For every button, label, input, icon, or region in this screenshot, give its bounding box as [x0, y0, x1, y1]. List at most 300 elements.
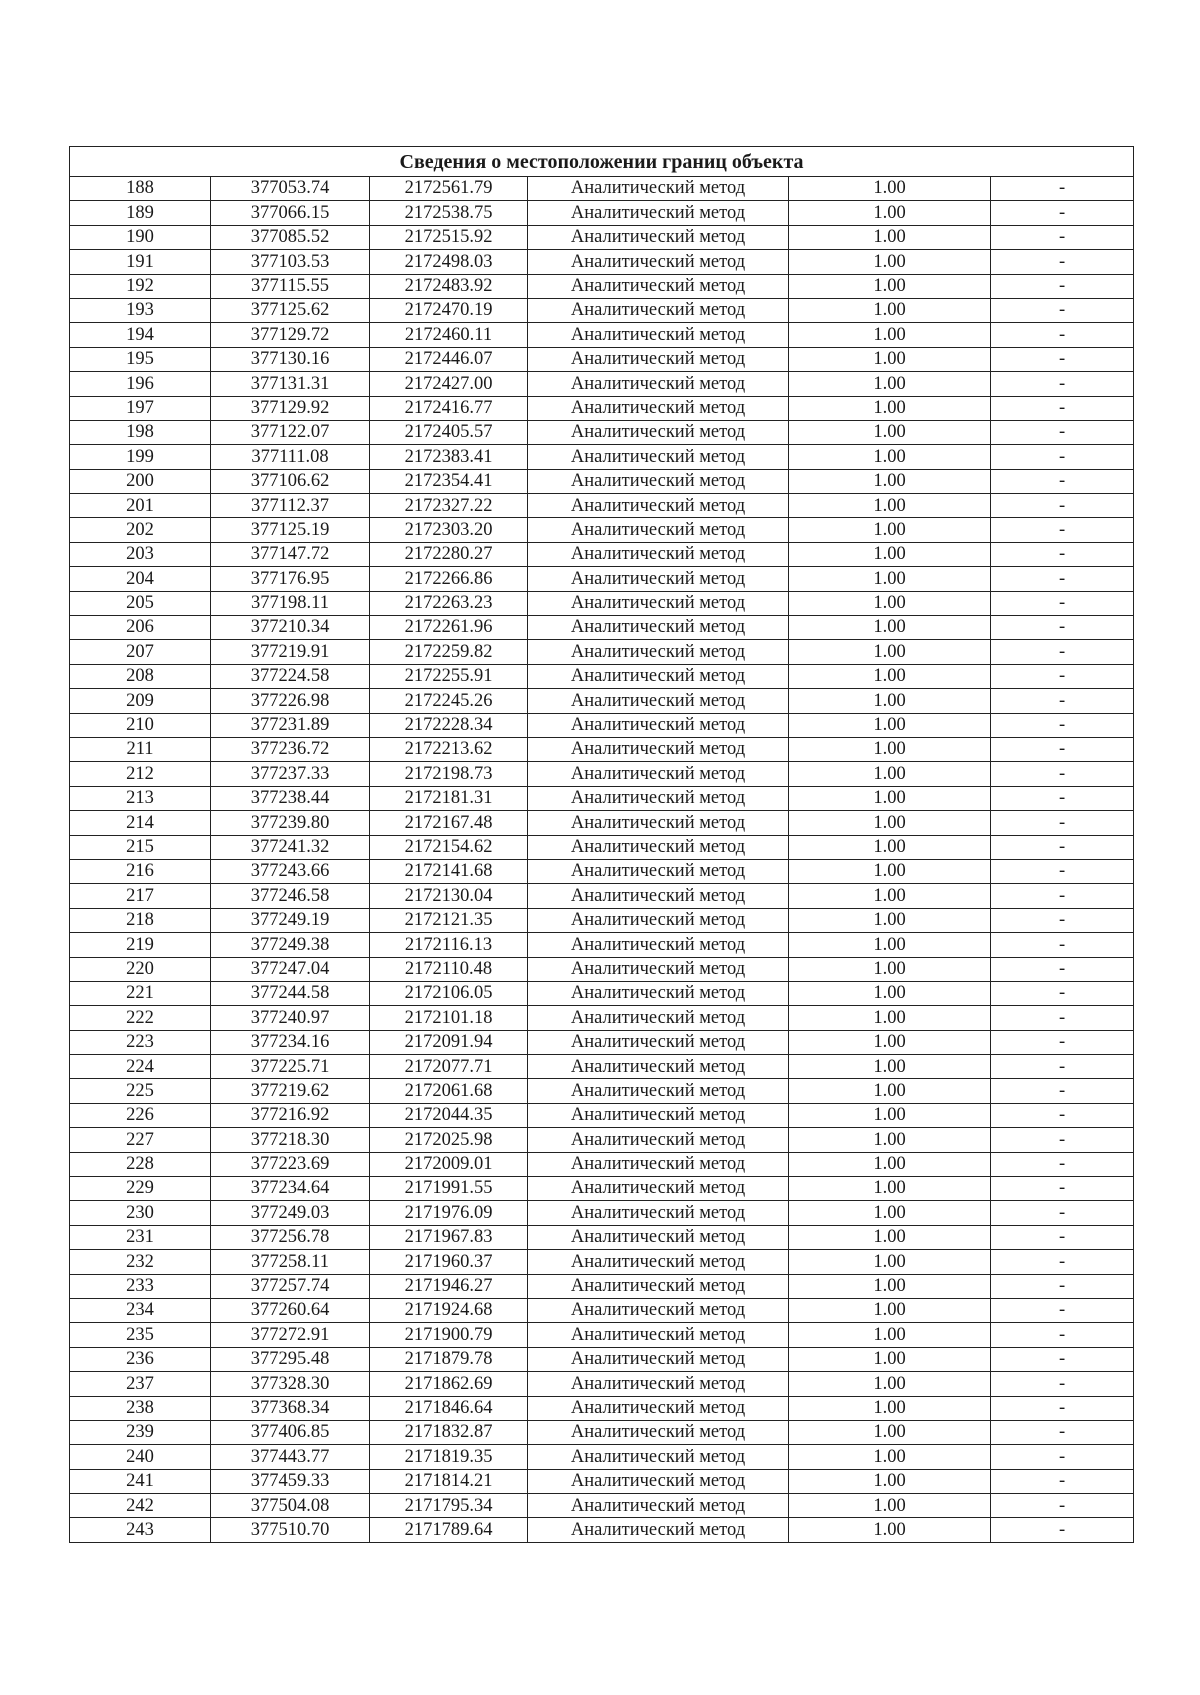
point-number-cell: 235	[70, 1323, 211, 1347]
accuracy-cell: 1.00	[789, 1055, 991, 1079]
table-row	[70, 1006, 1134, 1030]
description-cell: -	[991, 1030, 1134, 1054]
accuracy-cell: 1.00	[789, 1445, 991, 1469]
y-coordinate-cell: 2172167.48	[370, 811, 528, 835]
accuracy-cell: 1.00	[789, 616, 991, 640]
point-number-cell: 199	[70, 445, 211, 469]
point-number-cell: 242	[70, 1494, 211, 1518]
accuracy-cell: 1.00	[789, 1225, 991, 1249]
x-coordinate-cell: 377085.52	[211, 225, 370, 249]
method-cell: Аналитический метод	[528, 298, 789, 322]
y-coordinate-cell: 2172280.27	[370, 542, 528, 566]
method-cell: Аналитический метод	[528, 786, 789, 810]
description-cell: -	[991, 1323, 1134, 1347]
point-number-cell: 238	[70, 1396, 211, 1420]
x-coordinate-cell: 377256.78	[211, 1225, 370, 1249]
accuracy-cell: 1.00	[789, 1201, 991, 1225]
table-row	[70, 1225, 1134, 1249]
method-cell: Аналитический метод	[528, 616, 789, 640]
table-row	[70, 1396, 1134, 1420]
accuracy-cell: 1.00	[789, 1177, 991, 1201]
method-cell: Аналитический метод	[528, 1274, 789, 1298]
y-coordinate-cell: 2172110.48	[370, 957, 528, 981]
description-cell: -	[991, 225, 1134, 249]
y-coordinate-cell: 2172498.03	[370, 250, 528, 274]
accuracy-cell: 1.00	[789, 1420, 991, 1444]
description-cell: -	[991, 884, 1134, 908]
table-row	[70, 859, 1134, 883]
description-cell: -	[991, 1347, 1134, 1371]
accuracy-cell: 1.00	[789, 445, 991, 469]
point-number-cell: 215	[70, 835, 211, 859]
x-coordinate-cell: 377129.72	[211, 323, 370, 347]
description-cell: -	[991, 494, 1134, 518]
point-number-cell: 243	[70, 1518, 211, 1542]
method-cell: Аналитический метод	[528, 494, 789, 518]
table-title: Сведения о местоположении границ объекта	[70, 147, 1134, 177]
table-row	[70, 372, 1134, 396]
x-coordinate-cell: 377129.92	[211, 396, 370, 420]
table-row	[70, 811, 1134, 835]
x-coordinate-cell: 377249.19	[211, 908, 370, 932]
description-cell: -	[991, 323, 1134, 347]
x-coordinate-cell: 377131.31	[211, 372, 370, 396]
accuracy-cell: 1.00	[789, 591, 991, 615]
accuracy-cell: 1.00	[789, 469, 991, 493]
method-cell: Аналитический метод	[528, 1225, 789, 1249]
accuracy-cell: 1.00	[789, 835, 991, 859]
accuracy-cell: 1.00	[789, 1030, 991, 1054]
table-row	[70, 1372, 1134, 1396]
method-cell: Аналитический метод	[528, 859, 789, 883]
method-cell: Аналитический метод	[528, 1396, 789, 1420]
table-row	[70, 884, 1134, 908]
y-coordinate-cell: 2172303.20	[370, 518, 528, 542]
table-row	[70, 1274, 1134, 1298]
accuracy-cell: 1.00	[789, 1494, 991, 1518]
method-cell: Аналитический метод	[528, 737, 789, 761]
accuracy-cell: 1.00	[789, 1372, 991, 1396]
point-number-cell: 236	[70, 1347, 211, 1371]
description-cell: -	[991, 640, 1134, 664]
description-cell: -	[991, 372, 1134, 396]
table-row	[70, 737, 1134, 761]
x-coordinate-cell: 377176.95	[211, 567, 370, 591]
y-coordinate-cell: 2172405.57	[370, 420, 528, 444]
table-row	[70, 762, 1134, 786]
method-cell: Аналитический метод	[528, 933, 789, 957]
description-cell: -	[991, 835, 1134, 859]
accuracy-cell: 1.00	[789, 1518, 991, 1542]
method-cell: Аналитический метод	[528, 518, 789, 542]
x-coordinate-cell: 377241.32	[211, 835, 370, 859]
method-cell: Аналитический метод	[528, 1347, 789, 1371]
method-cell: Аналитический метод	[528, 1250, 789, 1274]
point-number-cell: 221	[70, 981, 211, 1005]
description-cell: -	[991, 664, 1134, 688]
description-cell: -	[991, 786, 1134, 810]
accuracy-cell: 1.00	[789, 1128, 991, 1152]
description-cell: -	[991, 1006, 1134, 1030]
x-coordinate-cell: 377443.77	[211, 1445, 370, 1469]
table-row	[70, 981, 1134, 1005]
accuracy-cell: 1.00	[789, 811, 991, 835]
table-row	[70, 1177, 1134, 1201]
point-number-cell: 195	[70, 347, 211, 371]
x-coordinate-cell: 377246.58	[211, 884, 370, 908]
method-cell: Аналитический метод	[528, 811, 789, 835]
y-coordinate-cell: 2172446.07	[370, 347, 528, 371]
table-row	[70, 1469, 1134, 1493]
y-coordinate-cell: 2171991.55	[370, 1177, 528, 1201]
table-row	[70, 1298, 1134, 1322]
y-coordinate-cell: 2172561.79	[370, 177, 528, 201]
point-number-cell: 241	[70, 1469, 211, 1493]
y-coordinate-cell: 2172101.18	[370, 1006, 528, 1030]
y-coordinate-cell: 2172044.35	[370, 1103, 528, 1127]
accuracy-cell: 1.00	[789, 274, 991, 298]
table-row	[70, 1494, 1134, 1518]
description-cell: -	[991, 1225, 1134, 1249]
accuracy-cell: 1.00	[789, 859, 991, 883]
point-number-cell: 232	[70, 1250, 211, 1274]
x-coordinate-cell: 377260.64	[211, 1298, 370, 1322]
y-coordinate-cell: 2172460.11	[370, 323, 528, 347]
description-cell: -	[991, 1128, 1134, 1152]
point-number-cell: 216	[70, 859, 211, 883]
table-row	[70, 1347, 1134, 1371]
x-coordinate-cell: 377249.03	[211, 1201, 370, 1225]
method-cell: Аналитический метод	[528, 1420, 789, 1444]
point-number-cell: 197	[70, 396, 211, 420]
description-cell: -	[991, 420, 1134, 444]
y-coordinate-cell: 2171789.64	[370, 1518, 528, 1542]
x-coordinate-cell: 377510.70	[211, 1518, 370, 1542]
point-number-cell: 240	[70, 1445, 211, 1469]
x-coordinate-cell: 377210.34	[211, 616, 370, 640]
point-number-cell: 205	[70, 591, 211, 615]
y-coordinate-cell: 2172106.05	[370, 981, 528, 1005]
y-coordinate-cell: 2171946.27	[370, 1274, 528, 1298]
method-cell: Аналитический метод	[528, 542, 789, 566]
y-coordinate-cell: 2172025.98	[370, 1128, 528, 1152]
table-row	[70, 957, 1134, 981]
x-coordinate-cell: 377224.58	[211, 664, 370, 688]
description-cell: -	[991, 859, 1134, 883]
description-cell: -	[991, 567, 1134, 591]
accuracy-cell: 1.00	[789, 542, 991, 566]
accuracy-cell: 1.00	[789, 177, 991, 201]
point-number-cell: 223	[70, 1030, 211, 1054]
x-coordinate-cell: 377238.44	[211, 786, 370, 810]
table-row	[70, 518, 1134, 542]
method-cell: Аналитический метод	[528, 957, 789, 981]
table-row	[70, 664, 1134, 688]
y-coordinate-cell: 2171960.37	[370, 1250, 528, 1274]
y-coordinate-cell: 2172181.31	[370, 786, 528, 810]
table-row	[70, 1128, 1134, 1152]
accuracy-cell: 1.00	[789, 347, 991, 371]
x-coordinate-cell: 377219.62	[211, 1079, 370, 1103]
y-coordinate-cell: 2171976.09	[370, 1201, 528, 1225]
table-row	[70, 225, 1134, 249]
description-cell: -	[991, 542, 1134, 566]
method-cell: Аналитический метод	[528, 1518, 789, 1542]
y-coordinate-cell: 2172213.62	[370, 737, 528, 761]
x-coordinate-cell: 377257.74	[211, 1274, 370, 1298]
point-number-cell: 188	[70, 177, 211, 201]
method-cell: Аналитический метод	[528, 1103, 789, 1127]
y-coordinate-cell: 2172228.34	[370, 713, 528, 737]
x-coordinate-cell: 377237.33	[211, 762, 370, 786]
table-row	[70, 469, 1134, 493]
x-coordinate-cell: 377147.72	[211, 542, 370, 566]
method-cell: Аналитический метод	[528, 981, 789, 1005]
y-coordinate-cell: 2172470.19	[370, 298, 528, 322]
x-coordinate-cell: 377115.55	[211, 274, 370, 298]
description-cell: -	[991, 616, 1134, 640]
accuracy-cell: 1.00	[789, 1347, 991, 1371]
x-coordinate-cell: 377125.62	[211, 298, 370, 322]
y-coordinate-cell: 2172354.41	[370, 469, 528, 493]
accuracy-cell: 1.00	[789, 713, 991, 737]
method-cell: Аналитический метод	[528, 1494, 789, 1518]
point-number-cell: 224	[70, 1055, 211, 1079]
table-row	[70, 1103, 1134, 1127]
table-row	[70, 1201, 1134, 1225]
x-coordinate-cell: 377103.53	[211, 250, 370, 274]
point-number-cell: 192	[70, 274, 211, 298]
accuracy-cell: 1.00	[789, 884, 991, 908]
description-cell: -	[991, 177, 1134, 201]
method-cell: Аналитический метод	[528, 177, 789, 201]
table-row	[70, 298, 1134, 322]
table-row	[70, 567, 1134, 591]
point-number-cell: 209	[70, 689, 211, 713]
y-coordinate-cell: 2171879.78	[370, 1347, 528, 1371]
method-cell: Аналитический метод	[528, 420, 789, 444]
method-cell: Аналитический метод	[528, 1298, 789, 1322]
accuracy-cell: 1.00	[789, 1396, 991, 1420]
description-cell: -	[991, 1445, 1134, 1469]
point-number-cell: 212	[70, 762, 211, 786]
x-coordinate-cell: 377328.30	[211, 1372, 370, 1396]
accuracy-cell: 1.00	[789, 908, 991, 932]
table-row	[70, 786, 1134, 810]
y-coordinate-cell: 2172009.01	[370, 1152, 528, 1176]
y-coordinate-cell: 2172538.75	[370, 201, 528, 225]
y-coordinate-cell: 2172141.68	[370, 859, 528, 883]
accuracy-cell: 1.00	[789, 1103, 991, 1127]
point-number-cell: 231	[70, 1225, 211, 1249]
x-coordinate-cell: 377240.97	[211, 1006, 370, 1030]
accuracy-cell: 1.00	[789, 957, 991, 981]
description-cell: -	[991, 713, 1134, 737]
accuracy-cell: 1.00	[789, 737, 991, 761]
accuracy-cell: 1.00	[789, 762, 991, 786]
x-coordinate-cell: 377216.92	[211, 1103, 370, 1127]
description-cell: -	[991, 1103, 1134, 1127]
y-coordinate-cell: 2172261.96	[370, 616, 528, 640]
x-coordinate-cell: 377106.62	[211, 469, 370, 493]
y-coordinate-cell: 2172130.04	[370, 884, 528, 908]
point-number-cell: 218	[70, 908, 211, 932]
method-cell: Аналитический метод	[528, 664, 789, 688]
x-coordinate-cell: 377111.08	[211, 445, 370, 469]
point-number-cell: 193	[70, 298, 211, 322]
accuracy-cell: 1.00	[789, 323, 991, 347]
method-cell: Аналитический метод	[528, 1445, 789, 1469]
description-cell: -	[991, 1177, 1134, 1201]
method-cell: Аналитический метод	[528, 640, 789, 664]
x-coordinate-cell: 377236.72	[211, 737, 370, 761]
method-cell: Аналитический метод	[528, 591, 789, 615]
x-coordinate-cell: 377225.71	[211, 1055, 370, 1079]
accuracy-cell: 1.00	[789, 981, 991, 1005]
description-cell: -	[991, 737, 1134, 761]
accuracy-cell: 1.00	[789, 689, 991, 713]
x-coordinate-cell: 377295.48	[211, 1347, 370, 1371]
x-coordinate-cell: 377406.85	[211, 1420, 370, 1444]
accuracy-cell: 1.00	[789, 1006, 991, 1030]
point-number-cell: 190	[70, 225, 211, 249]
y-coordinate-cell: 2172091.94	[370, 1030, 528, 1054]
point-number-cell: 198	[70, 420, 211, 444]
point-number-cell: 239	[70, 1420, 211, 1444]
x-coordinate-cell: 377249.38	[211, 933, 370, 957]
y-coordinate-cell: 2172154.62	[370, 835, 528, 859]
y-coordinate-cell: 2171967.83	[370, 1225, 528, 1249]
method-cell: Аналитический метод	[528, 689, 789, 713]
description-cell: -	[991, 1494, 1134, 1518]
x-coordinate-cell: 377122.07	[211, 420, 370, 444]
x-coordinate-cell: 377272.91	[211, 1323, 370, 1347]
y-coordinate-cell: 2172416.77	[370, 396, 528, 420]
description-cell: -	[991, 1396, 1134, 1420]
description-cell: -	[991, 762, 1134, 786]
x-coordinate-cell: 377125.19	[211, 518, 370, 542]
accuracy-cell: 1.00	[789, 1469, 991, 1493]
table-row	[70, 1250, 1134, 1274]
description-cell: -	[991, 981, 1134, 1005]
method-cell: Аналитический метод	[528, 567, 789, 591]
y-coordinate-cell: 2172515.92	[370, 225, 528, 249]
accuracy-cell: 1.00	[789, 396, 991, 420]
method-cell: Аналитический метод	[528, 347, 789, 371]
method-cell: Аналитический метод	[528, 1152, 789, 1176]
method-cell: Аналитический метод	[528, 762, 789, 786]
table-row	[70, 201, 1134, 225]
accuracy-cell: 1.00	[789, 1274, 991, 1298]
accuracy-cell: 1.00	[789, 933, 991, 957]
table-row	[70, 640, 1134, 664]
point-number-cell: 217	[70, 884, 211, 908]
boundary-coordinates-table	[69, 146, 1134, 1543]
accuracy-cell: 1.00	[789, 1250, 991, 1274]
point-number-cell: 189	[70, 201, 211, 225]
y-coordinate-cell: 2172121.35	[370, 908, 528, 932]
point-number-cell: 230	[70, 1201, 211, 1225]
table-row	[70, 420, 1134, 444]
description-cell: -	[991, 347, 1134, 371]
table-body	[70, 177, 1134, 1543]
table-row	[70, 1055, 1134, 1079]
description-cell: -	[991, 811, 1134, 835]
y-coordinate-cell: 2172077.71	[370, 1055, 528, 1079]
y-coordinate-cell: 2172263.23	[370, 591, 528, 615]
accuracy-cell: 1.00	[789, 1079, 991, 1103]
point-number-cell: 203	[70, 542, 211, 566]
y-coordinate-cell: 2171862.69	[370, 1372, 528, 1396]
point-number-cell: 237	[70, 1372, 211, 1396]
accuracy-cell: 1.00	[789, 225, 991, 249]
description-cell: -	[991, 1201, 1134, 1225]
method-cell: Аналитический метод	[528, 274, 789, 298]
table-row	[70, 616, 1134, 640]
table-row	[70, 1152, 1134, 1176]
table-row	[70, 713, 1134, 737]
description-cell: -	[991, 1152, 1134, 1176]
accuracy-cell: 1.00	[789, 494, 991, 518]
method-cell: Аналитический метод	[528, 1372, 789, 1396]
point-number-cell: 227	[70, 1128, 211, 1152]
x-coordinate-cell: 377226.98	[211, 689, 370, 713]
method-cell: Аналитический метод	[528, 225, 789, 249]
description-cell: -	[991, 250, 1134, 274]
y-coordinate-cell: 2172255.91	[370, 664, 528, 688]
y-coordinate-cell: 2172245.26	[370, 689, 528, 713]
description-cell: -	[991, 469, 1134, 493]
x-coordinate-cell: 377247.04	[211, 957, 370, 981]
method-cell: Аналитический метод	[528, 396, 789, 420]
point-number-cell: 220	[70, 957, 211, 981]
x-coordinate-cell: 377244.58	[211, 981, 370, 1005]
point-number-cell: 211	[70, 737, 211, 761]
description-cell: -	[991, 201, 1134, 225]
method-cell: Аналитический метод	[528, 250, 789, 274]
table-title-row	[70, 147, 1134, 177]
point-number-cell: 196	[70, 372, 211, 396]
table-row	[70, 933, 1134, 957]
x-coordinate-cell: 377198.11	[211, 591, 370, 615]
method-cell: Аналитический метод	[528, 1006, 789, 1030]
y-coordinate-cell: 2172427.00	[370, 372, 528, 396]
method-cell: Аналитический метод	[528, 1177, 789, 1201]
accuracy-cell: 1.00	[789, 786, 991, 810]
y-coordinate-cell: 2172061.68	[370, 1079, 528, 1103]
description-cell: -	[991, 1372, 1134, 1396]
description-cell: -	[991, 689, 1134, 713]
y-coordinate-cell: 2171819.35	[370, 1445, 528, 1469]
y-coordinate-cell: 2171814.21	[370, 1469, 528, 1493]
point-number-cell: 226	[70, 1103, 211, 1127]
point-number-cell: 210	[70, 713, 211, 737]
accuracy-cell: 1.00	[789, 298, 991, 322]
x-coordinate-cell: 377258.11	[211, 1250, 370, 1274]
point-number-cell: 207	[70, 640, 211, 664]
method-cell: Аналитический метод	[528, 469, 789, 493]
accuracy-cell: 1.00	[789, 250, 991, 274]
description-cell: -	[991, 1420, 1134, 1444]
description-cell: -	[991, 518, 1134, 542]
table-row	[70, 1323, 1134, 1347]
x-coordinate-cell: 377239.80	[211, 811, 370, 835]
x-coordinate-cell: 377112.37	[211, 494, 370, 518]
accuracy-cell: 1.00	[789, 664, 991, 688]
method-cell: Аналитический метод	[528, 1055, 789, 1079]
table-row	[70, 177, 1134, 201]
x-coordinate-cell: 377234.16	[211, 1030, 370, 1054]
